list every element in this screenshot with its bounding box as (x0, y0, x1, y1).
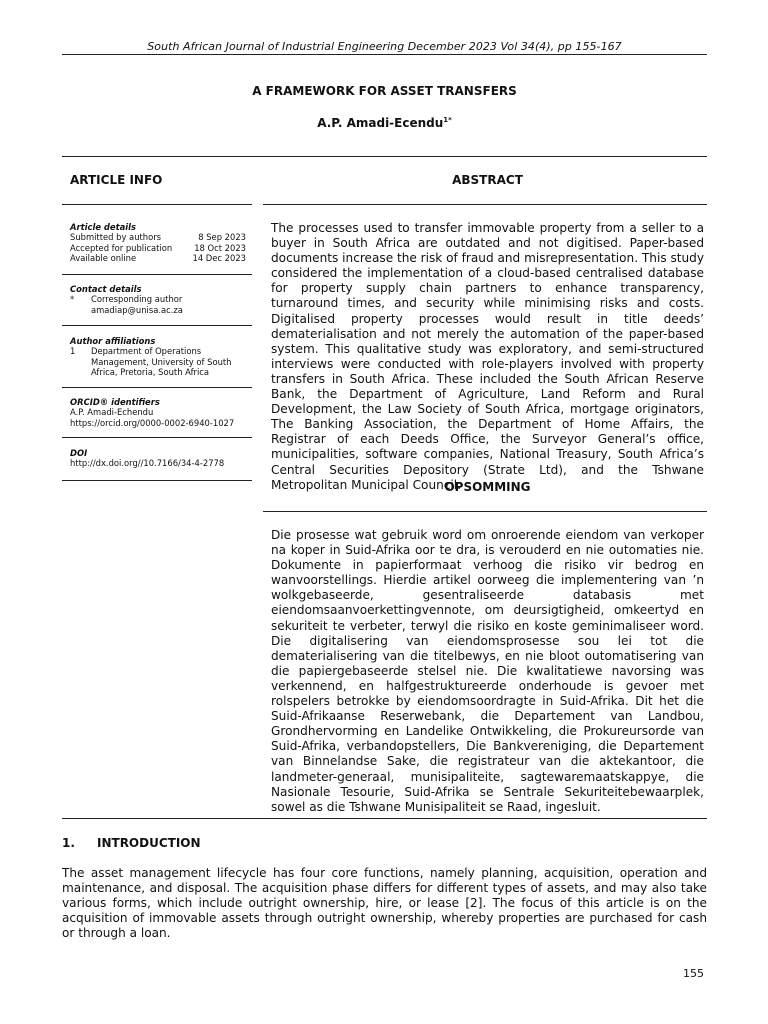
sidebar-divider (62, 325, 252, 326)
contact-label: Corresponding author (91, 294, 183, 305)
orcid-block (70, 397, 246, 428)
page-number: 155 (683, 967, 704, 980)
article-details-block (70, 222, 246, 263)
article-title: A FRAMEWORK FOR ASSET TRANSFERS (252, 84, 517, 98)
contact-email-link[interactable]: amadiap@unisa.ac.za (91, 304, 183, 315)
affiliations-heading: Author affiliations (70, 336, 156, 346)
author-line (62, 116, 707, 130)
contact-heading: Contact details (70, 284, 142, 294)
orcid-heading: ORCID® identifiers (70, 397, 160, 407)
section-number: 1. (62, 836, 75, 850)
sidebar-divider (62, 274, 252, 275)
doi-block (70, 448, 246, 469)
top-rule (62, 156, 707, 157)
running-head: South African Journal of Industrial Engineering December 2023 Vol 34(4), pp 155-167 (147, 40, 622, 53)
article-details-heading: Article details (70, 222, 136, 232)
affiliation-line: Africa, Pretoria, South Africa (91, 366, 210, 377)
introduction-heading (62, 836, 201, 850)
sidebar-divider (62, 437, 252, 438)
doi-heading: DOI (70, 448, 88, 458)
opsomming-heading: OPSOMMING (444, 480, 531, 494)
abstract-text: The processes used to transfer immovable property from a seller to a buyer in South Africa are outdated and not digitised. Paper-based documents increase the risk of fraud and misrepresentation. This study considered the implementation of a cloud-based centralised database for property supply chain partners to enhance transparency, turnaround times, and security while minimising risks and costs. Digitalised property processes would result in title deeds’ dematerialisation and not merely the automation of the paper-based system. This qualitative study was exploratory, and semi-structured interviews were conducted with role-players involved with property transfers in South Africa. These included the South African Reserve Bank, the Department of Agriculture, Land Reform and Rural Development, the Law Society of South Africa, mortgage originators, The Banking Association, the Department of Home Affairs, the Registrar of each Deeds Office, the Surveyor General’s office, municipalities, software companies, National Treasury, South Africa’s Central Securities Depository (Strate Ltd), and the Tshwane Metropolitan Municipal Council. (271, 221, 705, 492)
asterisk-marker: * (70, 294, 75, 305)
article-info-heading: ARTICLE INFO (70, 173, 163, 187)
author-name: A.P. Amadi-Ecendu (317, 116, 444, 130)
abstract-bottom-rule (62, 818, 707, 819)
affiliation-line: Management, University of South (91, 356, 232, 367)
abstract-rule-top (263, 204, 707, 205)
doi-link[interactable]: http://dx.doi.org//10.7166/34-4-2778 (70, 458, 225, 469)
sidebar-rule-top (62, 204, 252, 205)
affiliations-block (70, 336, 246, 377)
detail-row: Available online 14 Dec 2023 (70, 252, 246, 263)
opsomming-text: Die prosesse wat gebruik word om onroerende eiendom van verkoper na koper in Suid-Afrika oor te dra, is verouderd en nie outomaties nie. Dokumente in papierformaat verhoog die risiko vir bedrog en wanvoorstellings. Hierdie artikel oorweeg die implementering van ’n wolkgebaseerde, gesentraliseerde databasis met eiendomsaanvoerkettingvennote, om deursigtigheid, omkeertyd en sekuriteit te verbeter, terwyl die risiko en koste geminimaliseer word. Die digitalisering van eiendomsprosesse sou lei tot die dematerialisering van die titelbewys, en nie bloot outomatisering van die papiergebaseerde stelsel nie. Die kwalitatiewe navorsing was verkennend, en halfgestruktureerde onderhoude is gevoer met rolspelers betrokke by eiendomsoordragte in Suid-Afrika. Dit het die Suid-Afrikaanse Reserwebank, die Departement van Landbou, Grondhervorming en Landelike Ontwikkeling, die Prokureursorde van Suid-Afrika, verbandopstellers, Die Bankvereniging, die Departement van Binnelandse Sake, die registrateur van die aktekantoor, die landmeter-generaal, munisipaliteite, sagtewaremaatskappye, die Nasionale Tesourie, Suid-Afrika se Sentrale Sekuriteitebewaarplek, sowel as die Tshwane Munisipaliteit se Raad, ingesluit. (271, 528, 704, 814)
orcid-name: A.P. Amadi-Echendu (70, 407, 154, 418)
section-title: INTRODUCTION (97, 836, 201, 850)
introduction-text: The asset management lifecycle has four core functions, namely planning, acquisition, operation and maintenance, and disposal. The acquisition phase differs for different types of assets, and may also take various forms, which include outright ownership, hire, or lease [2]. The focus of this article is on the acquisition of immovable assets through outright ownership, whereby properties are purchased for cash or through a loan. (62, 866, 707, 941)
header-rule (62, 54, 707, 55)
sidebar-divider (62, 387, 252, 388)
contact-block (70, 284, 246, 315)
affiliation-line: Department of Operations (91, 346, 202, 357)
author-mark: 1* (443, 116, 452, 124)
detail-row: Submitted by authors 8 Sep 2023 (70, 232, 246, 243)
affiliation-number: 1 (70, 346, 76, 357)
detail-row: Accepted for publication 18 Oct 2023 (70, 242, 246, 253)
orcid-link[interactable]: https://orcid.org/0000-0002-6940-1027 (70, 417, 235, 428)
opsomming-rule (263, 511, 707, 512)
abstract-heading: ABSTRACT (452, 173, 523, 187)
sidebar-rule-bottom (62, 480, 252, 481)
